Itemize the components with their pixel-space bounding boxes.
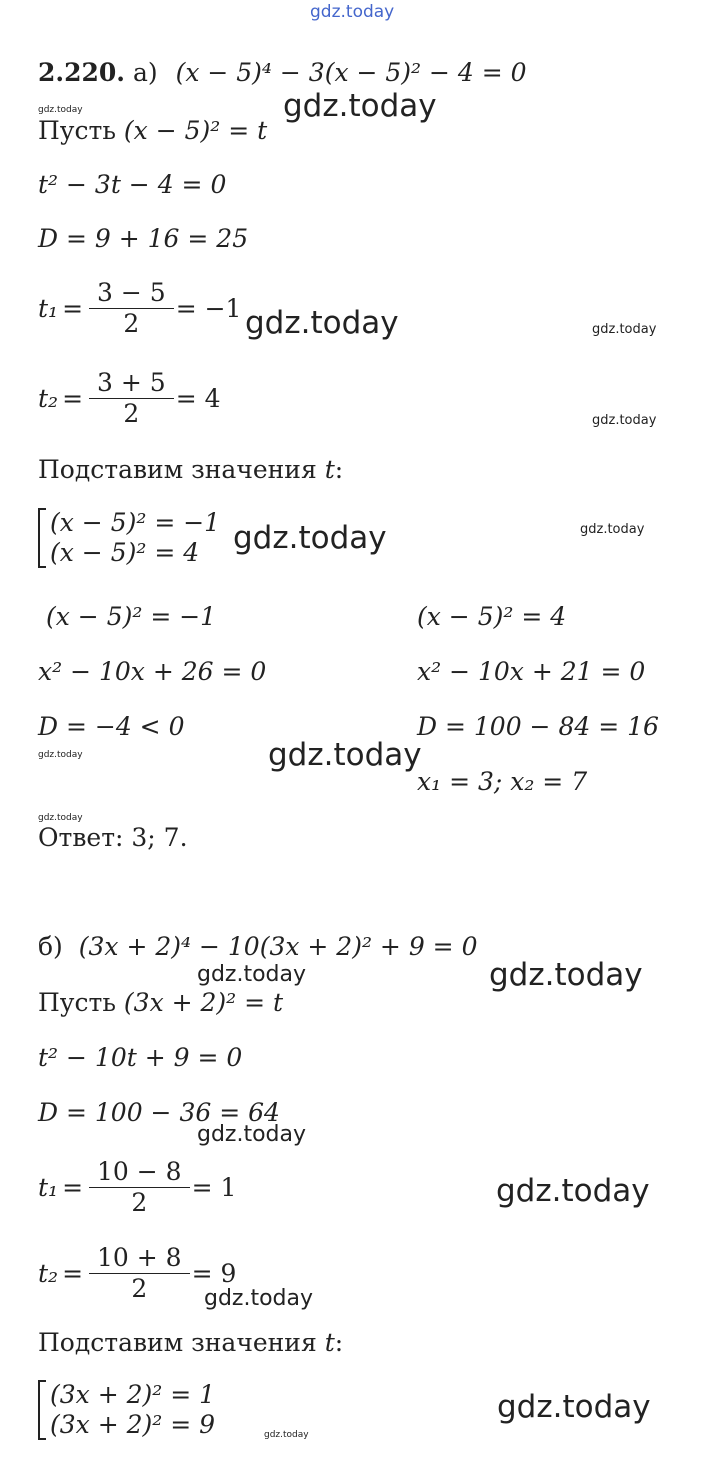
right-col-row: x₁ = 3; x₂ = 7: [417, 767, 588, 796]
watermark: gdz.today: [38, 813, 83, 823]
watermark: gdz.today: [497, 1389, 651, 1425]
system-row: (3x + 2)² = 9: [50, 1410, 216, 1439]
substitution-word: Пусть: [38, 988, 116, 1017]
problem-number: 2.220.: [38, 58, 125, 87]
watermark: gdz.today: [580, 522, 645, 537]
watermark: gdz.today: [592, 413, 657, 428]
part-b-quadratic: t² − 10t + 9 = 0: [38, 1043, 243, 1072]
substitution-word: Пусть: [38, 116, 116, 145]
part-b-substitute-text: Подставим значения t:: [38, 1328, 344, 1357]
substitution-expression: (x − 5)² = t: [123, 116, 268, 145]
part-a-answer: [38, 823, 188, 853]
watermark: gdz.today: [197, 1122, 307, 1147]
part-b-discriminant: D = 100 − 36 = 64: [38, 1098, 280, 1127]
part-a-quadratic: t² − 3t − 4 = 0: [38, 170, 227, 199]
right-col-row: D = 100 − 84 = 16: [417, 712, 659, 741]
substitution-expression: (3x + 2)² = t: [123, 988, 284, 1017]
part-a-t1: t₁ = $\frac{3 - 5}{2}$ = −1: [38, 278, 242, 338]
left-col-row: x² − 10x + 26 = 0: [38, 657, 267, 686]
t1-denominator: 2: [89, 1187, 190, 1218]
answer-label: Ответ:: [38, 823, 124, 852]
part-a-t2: t₂ = $\frac{3 + 5}{2}$ = 4: [38, 368, 221, 428]
problem-header: [38, 58, 527, 88]
t2-result: = 4: [175, 383, 221, 413]
right-col-row: (x − 5)² = 4: [417, 602, 567, 631]
substitute-var: t: [324, 1328, 335, 1357]
part-b-substitution: [38, 988, 283, 1018]
t1-fraction: [93, 278, 170, 339]
t1-denominator: 2: [89, 308, 174, 339]
system-brace: [38, 508, 46, 568]
t2-fraction: [93, 1243, 186, 1304]
answer-value: 3; 7.: [131, 823, 188, 852]
t1-result: = −1: [175, 293, 242, 323]
watermark: gdz.today: [268, 737, 422, 773]
system-brace: [38, 1380, 46, 1440]
part-a-discriminant: D = 9 + 16 = 25: [38, 224, 249, 253]
t2-result: = 9: [191, 1258, 237, 1288]
part-b-label: б): [38, 932, 63, 961]
watermark: gdz.today: [38, 105, 83, 115]
watermark: gdz.today: [264, 1430, 309, 1440]
substitute-var: t: [324, 455, 335, 484]
watermark: gdz.today: [496, 1173, 650, 1209]
part-b-t2: t₂ = $\frac{10 + 8}{2}$ = 9: [38, 1243, 237, 1303]
t2-name: t₂: [38, 1258, 59, 1288]
watermark: gdz.today: [204, 1286, 314, 1311]
t2-name: t₂: [38, 383, 59, 413]
system-row: (3x + 2)² = 1: [50, 1380, 216, 1409]
part-b-header: [38, 932, 477, 962]
left-col-row: (x − 5)² = −1: [46, 602, 217, 631]
t1-name: t₁: [38, 293, 59, 323]
watermark: gdz.today: [245, 305, 399, 341]
t1-numerator: 3 − 5: [97, 278, 166, 307]
part-b-equation: (3x + 2)⁴ − 10(3x + 2)² + 9 = 0: [78, 932, 478, 961]
t2-numerator: 3 + 5: [97, 368, 166, 397]
watermark: gdz.today: [197, 962, 307, 987]
part-a-label: а): [132, 58, 158, 87]
part-a-substitute-text: Подставим значения t:: [38, 455, 344, 484]
system-row: (x − 5)² = 4: [50, 538, 200, 567]
watermark: gdz.today: [489, 957, 643, 993]
t2-fraction: [93, 368, 170, 429]
part-a-equation: (x − 5)⁴ − 3(x − 5)² − 4 = 0: [175, 58, 527, 87]
t2-denominator: 2: [89, 398, 174, 429]
t2-numerator: 10 + 8: [97, 1243, 182, 1272]
part-a-substitution: [38, 116, 267, 146]
watermark: gdz.today: [592, 322, 657, 337]
right-col-row: x² − 10x + 21 = 0: [417, 657, 646, 686]
t1-result: = 1: [191, 1172, 237, 1202]
part-b-t1: t₁ = $\frac{10 - 8}{2}$ = 1: [38, 1157, 237, 1217]
substitute-text: Подставим значения: [38, 455, 317, 484]
part-a-system: [38, 508, 220, 568]
watermark: gdz.today: [283, 88, 437, 124]
watermark-top: gdz.today: [310, 2, 395, 22]
watermark: gdz.today: [38, 750, 83, 760]
system-row: (x − 5)² = −1: [50, 508, 221, 537]
t1-fraction: [93, 1157, 186, 1218]
watermark: gdz.today: [233, 520, 387, 556]
t1-name: t₁: [38, 1172, 59, 1202]
t1-numerator: 10 − 8: [97, 1157, 182, 1186]
part-b-system: [38, 1380, 215, 1440]
t2-denominator: 2: [89, 1273, 190, 1304]
left-col-row: D = −4 < 0: [38, 712, 185, 741]
substitute-text: Подставим значения: [38, 1328, 317, 1357]
